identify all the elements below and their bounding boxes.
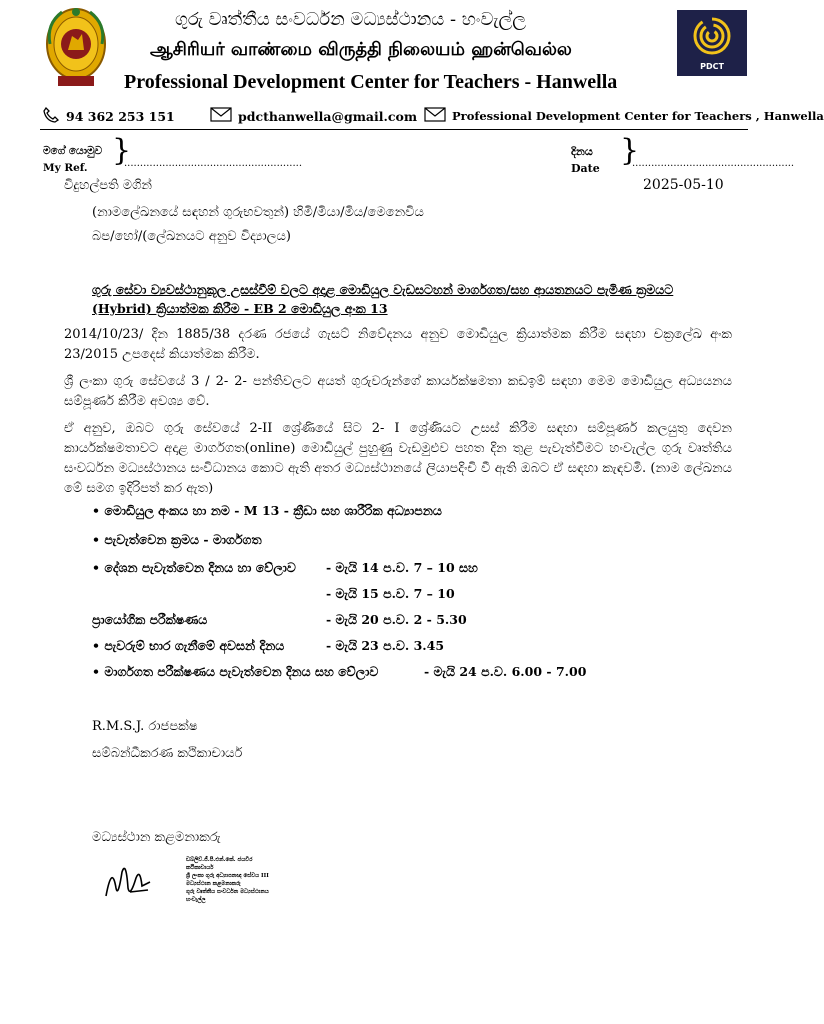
letter-subject: ගුරු සේවා ව්‍යවස්ථානුකූල උසස්වීම් වලට අදාළ මොඩියුල වැඩසටහන් මාර්ගගත/සහ ආයතනයට පැමිණ ක්‍රමයට (Hybrid) ක්‍රියාත්මක කිරීම - EB 2 මොඩියුල අංක 13 bbox=[92, 282, 674, 316]
date-label-en: Date bbox=[571, 162, 600, 175]
phone-contact bbox=[42, 107, 175, 126]
handwritten-signature bbox=[100, 858, 160, 908]
header-divider bbox=[40, 129, 748, 130]
item-assignment-value: - මැයි 23 ප.ව. 3.45 bbox=[326, 638, 445, 653]
pdct-spiral-icon bbox=[677, 10, 747, 62]
date-label bbox=[571, 143, 600, 177]
ref-label bbox=[43, 143, 102, 177]
facebook-contact bbox=[424, 107, 824, 125]
item-method: • පැවැත්වෙන ක්‍රමය - මාර්ගගත bbox=[92, 532, 262, 547]
stamp-line: ගුරු වෘත්තීය සංවර්ධන මධ්‍යස්ථානය bbox=[186, 889, 269, 895]
salutation-line: (නාමලේඛනයේ සඳහන් ගුරුභවතුන්) හිමි/මියා/මිය/මෙනෙවිය bbox=[92, 205, 424, 220]
date-brace: } bbox=[620, 133, 640, 168]
paragraph-3: ඒ අනුව, ඔබට ගුරු සේවයේ 2-II ශ්‍රේණියේ සිට 2- I ශ්‍රේණියට උසස් කිරීම සඳහා සම්පූර්ණ කලයුතු දෙවන කාර්යක්ෂමතාවට අදාළ මාර්ගගත(online) මොඩියුල් පුහුණු වැඩමුළුව පහත දින තුළ පැවැත්වීමට හංවැල්ල ගුරු වෘත්තිය සංවර්ධන මධ්‍යස්ථානය සංවිධානය කොට ඇති අතර මධ්‍යස්ථානයේ ලියාපදිංචි වී ඇති ඔබට ඒ සඳහා කැඳවමි. (නාම ලේඛනය මේ සමග ඉදිරිපත් කර ඇත) bbox=[64, 421, 732, 496]
stamp-line: ශ්‍රී ලංකා ගුරු අධ්‍යාපනඥ සේවය III bbox=[186, 873, 269, 879]
logo-label: PDCT bbox=[700, 62, 724, 71]
item-exam-label: • මාර්ගගත පරීක්ෂණය පැවැත්වෙන දිනය සහ වේලාව bbox=[92, 664, 379, 679]
stamp-line: ඩබ්ලිව්.ජී.පී.එන්.කේ. ජයවීර bbox=[186, 857, 253, 863]
paragraph-1: 2014/10/23/ දින 1885/38 දරණ රජයේ ගැසට් නිවේදනය අනුව මොඩියුල ක්‍රියාත්මක කිරීම සඳහා චක්‍රලේඛ අංක 23/2015 උපදෙස් කියාත්මක කිරීම. bbox=[64, 327, 732, 362]
letter-date: 2025-05-10 bbox=[643, 177, 724, 193]
paragraph-2: ශ්‍රී ලංකා ගුරු සේවයේ 3 / 2- 2- පන්තිවලට අයත් ගුරුවරුන්ගේ කාර්යක්ෂමතා කඩඉම් සඳහා මෙම මොඩියුල අධ්‍යයනය සම්පූර්ණ කිරීම අවශ්‍ය වේ. bbox=[64, 374, 732, 409]
item-lecture-value: - මැයි 14 ප.ව. 7 – 10 සහ bbox=[326, 560, 478, 575]
item-lecture-value-2: - මැයි 15 ප.ව. 7 – 10 bbox=[326, 586, 455, 601]
school-address: බප/හෝ/(ලේඛනයට අනුව විද්‍යාලය) bbox=[92, 229, 291, 244]
phone-number: 94 362 253 151 bbox=[66, 109, 175, 124]
email-address: pdcthanwella@gmail.com bbox=[238, 108, 418, 124]
phone-icon bbox=[42, 107, 60, 126]
facebook-page: Professional Development Center for Teachers , Hanwella bbox=[452, 109, 824, 123]
envelope-icon bbox=[424, 107, 446, 125]
item-assignment-label: • පැවරුම් භාර ගැනීමේ අවසන් දිනය bbox=[92, 638, 285, 653]
item-practical-value: - මැයි 20 ප.ව. 2 - 5.30 bbox=[326, 612, 467, 627]
item-module: • මොඩියුල අංකය හා නම - M 13 - ක්‍රීඩා සහ ශාරීරික අධ්‍යාපනය bbox=[92, 503, 442, 518]
sinhala-title: ගුරු වෘත්තීය සංවර්ධන මධ්‍යස්ථානය - හංවැල්ල bbox=[175, 9, 526, 30]
english-title: Professional Development Center for Teachers - Hanwella bbox=[124, 71, 618, 93]
coordinator-name: R.M.S.J. රාජපක්ෂ bbox=[92, 719, 198, 734]
stamp-line: කථිකාචාර්ය bbox=[186, 865, 214, 871]
pdct-logo bbox=[677, 10, 747, 76]
coordinator-role: සම්බන්ධීකරණ කථිකාචාර්ය bbox=[92, 746, 243, 761]
ref-label-si: මගේ යොමුව bbox=[43, 145, 103, 157]
via-line: විදුහල්පති මගින් bbox=[64, 178, 152, 193]
ref-brace: } bbox=[112, 133, 132, 168]
item-practical-label: ප්‍රායෝගික පරීක්ෂණය bbox=[92, 612, 208, 627]
ref-label-en: My Ref. bbox=[43, 162, 88, 174]
official-stamp bbox=[186, 856, 310, 904]
stamp-line: හංවැල්ල bbox=[186, 897, 206, 903]
manager-title: මධ්‍යස්ථාන කළමනාකරු bbox=[92, 830, 221, 845]
envelope-icon bbox=[210, 107, 232, 125]
date-dots: ................................................... bbox=[632, 158, 795, 169]
tamil-title: ஆசிரியர் வாண்மை விருத்தி நிலையம் ஹன்வெல்ல bbox=[150, 39, 572, 60]
sri-lanka-emblem-icon bbox=[44, 4, 108, 90]
email-contact bbox=[210, 107, 417, 125]
item-lecture-label: • දේශන පැවැත්වෙන දිනය හා වේලාව bbox=[92, 560, 296, 575]
ref-dots: ........................................................ bbox=[124, 158, 303, 169]
date-label-si: දිනය bbox=[571, 145, 593, 158]
stamp-line: මධ්‍යස්ථාන කළමනාකරු bbox=[186, 881, 241, 887]
item-exam-value: - මැයි 24 ප.ව. 6.00 - 7.00 bbox=[424, 664, 587, 679]
